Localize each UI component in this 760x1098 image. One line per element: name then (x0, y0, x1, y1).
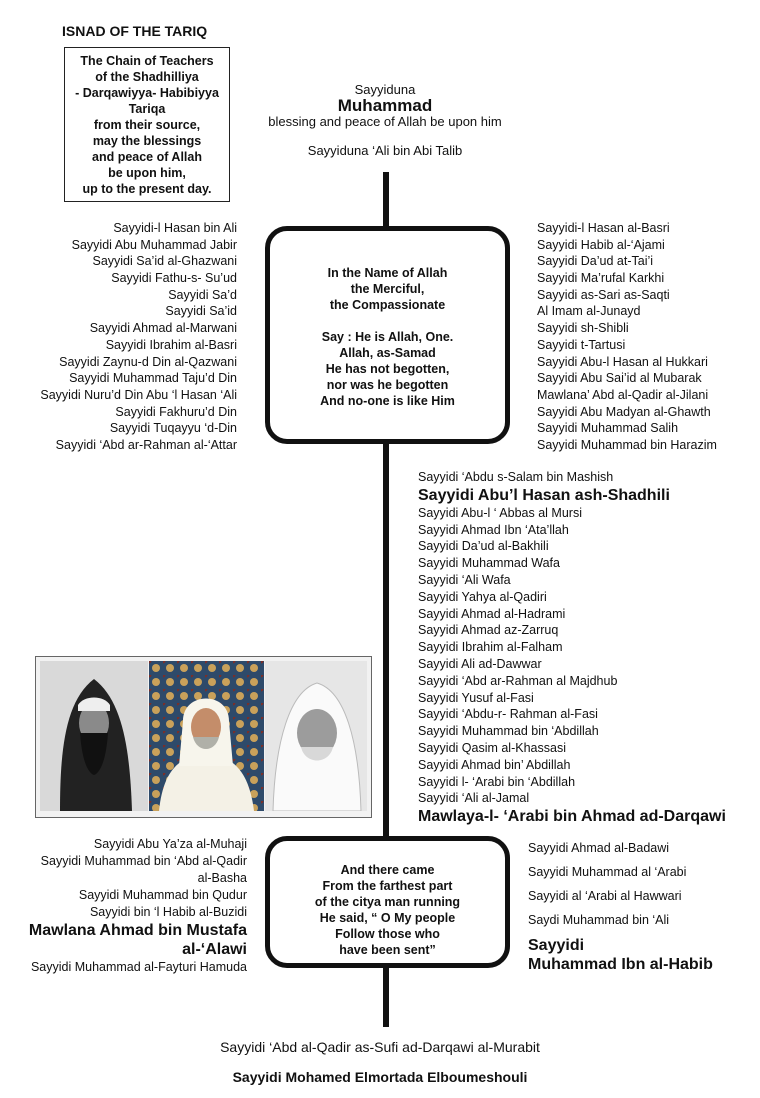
ali-name: Sayyiduna ‘Ali bin Abi Talib (307, 143, 463, 158)
intro-box (64, 47, 230, 202)
chain-name: Sayyidi Ma’rufal Karkhi (537, 271, 665, 286)
alawi-name: Mawlana Ahmad bin Mustafa (28, 922, 247, 939)
intro-line: from their source, (93, 118, 201, 132)
chain-line (383, 442, 389, 838)
quran-box (265, 836, 510, 968)
chain-name: Sayyidi Abu Madyan al-Ghawth (537, 404, 711, 419)
chain-name: Sayyidi Ibrahim al-Falham (418, 640, 563, 655)
chain-name: Sayyidi Da’ud at-Tai’i (537, 254, 654, 269)
box-line: He said, “ O My people (319, 911, 456, 925)
portrait-photos (35, 656, 372, 818)
left-chain (40, 220, 237, 454)
chain-line (383, 965, 389, 1027)
chain-name: Sayyidi Abu-l ‘ Abbas al Mursi (418, 505, 582, 520)
box-line: have been sent” (339, 943, 436, 957)
middle-chain (418, 469, 726, 826)
habib-name: Sayyidi (528, 937, 585, 954)
chain-name: Sayyidi Yahya al-Qadiri (418, 589, 547, 604)
blessing-text: blessing and peace of Allah be upon him (268, 114, 502, 129)
alawi-name-cont: al-‘Alawi (182, 941, 247, 958)
chain-name: Sayyidi Sa’id (165, 304, 237, 319)
chain-name: Sayyidi Fakhuru’d Din (115, 404, 237, 419)
box-line: Follow those who (335, 927, 440, 941)
habib-name-cont: Muhammad Ibn al-Habib (528, 956, 713, 973)
chain-name: Sayyidi Muhammad Salih (537, 421, 679, 436)
box-line (270, 313, 505, 329)
chain-name: Sayyidi Zaynu-d Din al-Qazwani (59, 354, 237, 369)
chain-name: Sayyidi Ahmad Ibn ‘Ata’llah (418, 522, 569, 537)
chain-name: Sayyidi Muhammad Wafa (418, 556, 560, 571)
chain-name: Sayyidi ‘Ali al-Jamal (418, 791, 530, 806)
chain-name: Sayyidi Abu Sai’id al Mubarak (537, 371, 702, 386)
chain-name: Mawlana’ Abd al-Qadir al-Jilani (537, 387, 709, 402)
chain-name: Sayyidi ‘Ali Wafa (418, 572, 511, 587)
intro-line: - Darqawiyya- Habibiyya (75, 86, 219, 100)
box-line: He has not begotten, (325, 362, 450, 376)
intro-line: be upon him, (108, 166, 186, 180)
footer-line-2: Sayyidi Mohamed Elmortada Elboumeshouli (232, 1069, 528, 1085)
box-line: of the citya man running (314, 895, 461, 909)
chain-name: Sayyidi Abu-l Hasan al Hukkari (537, 354, 708, 369)
box-line: nor was he begotten (326, 378, 449, 392)
chain-name: Al Imam al-Junayd (537, 304, 641, 319)
chain-name: Sayyidi bin ‘l Habib al-Buzidi (89, 905, 247, 919)
chain-name: Sayyidi Nuru’d Din Abu ‘l Hasan ‘Ali (40, 387, 237, 402)
chain-name: Sayyidi Yusuf al-Fasi (418, 690, 534, 705)
chain-name: al-Basha (197, 871, 247, 885)
box-line: Say : He is Allah, One. (321, 330, 454, 344)
chain-name: Sayyidi Muhammad bin ‘Abd al-Qadir (40, 854, 247, 868)
sayyiduna-label: Sayyiduna (354, 82, 416, 97)
box-line: Allah, as-Samad (339, 346, 436, 360)
chain-name: Sayyidi Muhammad bin Harazim (537, 437, 717, 452)
chain-name: Sayyidi Muhammad bin ‘Abdillah (418, 724, 599, 739)
intro-line: Tariqa (128, 102, 166, 116)
basmala-box (265, 226, 510, 444)
chain-name: Sayyidi l- ‘Arabi bin ‘Abdillah (418, 774, 576, 789)
bottom-left-chain (29, 836, 247, 976)
chain-name: Sayyidi ‘Abdu-r- Rahman al-Fasi (418, 707, 598, 722)
bottom-right-chain (528, 836, 713, 974)
box-line: And no-one is like Him (320, 394, 455, 408)
box-line: the Merciful, (350, 282, 425, 296)
chain-name: Sayyidi Da’ud al-Bakhili (418, 539, 549, 554)
chain-name: Sayyidi ‘Abdu s-Salam bin Mashish (418, 470, 614, 484)
portrait-1 (40, 661, 148, 811)
chain-name: Sayyidi Fathu-s- Su’ud (111, 271, 237, 286)
chain-name: Sayyidi Abu Ya’za al-Muhaji (93, 837, 247, 851)
chain-name: Sayyidi-l Hasan bin Ali (113, 221, 237, 235)
chain-name: Sayyidi t-Tartusi (537, 337, 626, 352)
right-chain (537, 220, 717, 454)
portrait-3 (265, 661, 367, 811)
chain-name: Sayyidi Muhammad Taju’d Din (69, 371, 237, 386)
intro-line: may the blessings (92, 134, 202, 148)
chain-name: Sayyidi Muhammad al ‘Arabi (528, 865, 687, 879)
chain-name: Sayyidi Ahmad al-Hadrami (418, 606, 566, 621)
chain-name: Sayyidi Ahmad az-Zarruq (418, 623, 559, 638)
darqawi-name: Mawlaya-l- ‘Arabi bin Ahmad ad-Darqawi (418, 808, 726, 826)
chain-name: Sayyidi Ahmad bin’ Abdillah (418, 757, 571, 772)
chain-name: Saydi Muhammad bin ‘Ali (528, 913, 670, 927)
chain-name: Sayyidi sh-Shibli (537, 321, 629, 336)
chain-name: Sayyidi Abu Muhammad Jabir (71, 237, 237, 252)
chain-name: Sayyidi Muhammad bin Qudur (78, 888, 247, 902)
box-line: the Compassionate (329, 298, 446, 312)
shadhili-name: Sayyidi Abu’l Hasan ash-Shadhili (418, 486, 670, 504)
page-title: ISNAD OF THE TARIQ (62, 23, 208, 39)
chain-name: Sayyidi Sa’id al-Ghazwani (92, 254, 237, 269)
chain-name: Sayyidi as-Sari as-Saqti (537, 287, 670, 302)
chain-name: Sayyidi Ahmad al-Marwani (89, 321, 237, 336)
box-line: From the farthest part (322, 879, 453, 893)
chain-name: Sayyidi Sa’d (168, 287, 237, 302)
chain-name: Sayyidi Ali ad-Dawwar (418, 656, 542, 671)
footer-line-1: Sayyidi ‘Abd al-Qadir as-Sufi ad-Darqawi al-Murabit (220, 1039, 540, 1055)
chain-name: Sayyidi Muhammad al-Fayturi Hamuda (30, 960, 247, 974)
chain-name: Sayyidi Qasim al-Khassasi (418, 740, 566, 755)
intro-line: up to the present day. (82, 182, 212, 196)
chain-name: Sayyidi Habib al-‘Ajami (537, 237, 665, 252)
chain-name: Sayyidi Ahmad al-Badawi (528, 841, 670, 855)
chain-name: Sayyidi Tuqayyu ‘d-Din (109, 421, 237, 436)
muhammad-name: Muhammad (337, 96, 433, 115)
box-line: In the Name of Allah (327, 266, 448, 280)
chain-name: Sayyidi ‘Abd ar-Rahman al-‘Attar (55, 437, 237, 452)
box-line: And there came (340, 863, 435, 877)
intro-line: of the Shadhilliya (95, 70, 199, 84)
chain-name: Sayyidi ‘Abd ar-Rahman al Majdhub (418, 673, 618, 688)
chain-name: Sayyidi-l Hasan al-Basri (537, 221, 670, 235)
chain-line (383, 172, 389, 228)
portrait-2 (149, 661, 264, 811)
chain-name: Sayyidi Ibrahim al-Basri (105, 337, 237, 352)
chain-name: Sayyidi al ‘Arabi al Hawwari (528, 889, 682, 903)
intro-line: The Chain of Teachers (80, 54, 214, 68)
intro-line: and peace of Allah (92, 150, 202, 164)
